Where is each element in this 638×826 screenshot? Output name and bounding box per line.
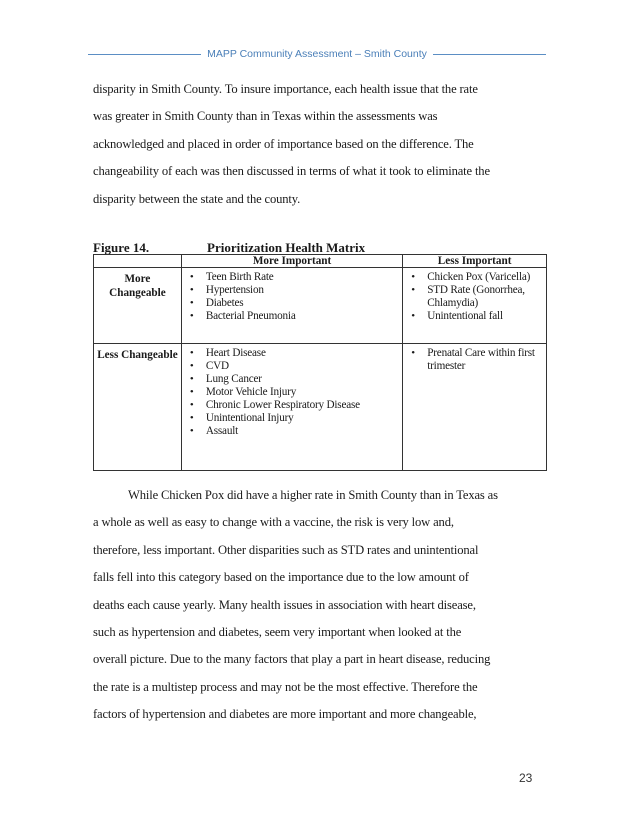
row-header-less-changeable: Less Changeable [94,344,182,471]
list-item: • Lung Cancer [186,373,398,386]
empty-corner-cell [94,255,182,268]
header-title: MAPP Community Assessment – Smith County [207,48,427,60]
paragraph-line: deaths each cause yearly. Many health issues in association with heart disease, [93,597,476,612]
list-item: • Bacterial Pneumonia [186,310,398,323]
list-item: • Motor Vehicle Injury [186,386,398,399]
paragraph-line: While Chicken Pox did have a higher rate in Smith County than in Texas as [128,488,498,502]
list-item: • Assault [186,425,398,438]
column-header-less-important: Less Important [403,255,547,268]
list-item: • Teen Birth Rate [186,271,398,284]
cell-more-changeable-less-important [403,268,547,344]
running-header [88,46,546,62]
page-number: 23 [519,771,533,785]
body-paragraph [93,487,553,734]
paragraph-line: factors of hypertension and diabetes are more important and more changeable, [93,707,477,722]
paragraph-line: disparity between the state and the county. [93,191,301,206]
table-header-row [94,255,547,268]
paragraph-line: disparity in Smith County. To insure importance, each health issue that the rate [93,82,478,96]
list-item: • Hypertension [186,284,398,297]
list-item: • Unintentional Injury [186,412,398,425]
paragraph-line: a whole as well as easy to change with a vaccine, the risk is very low and, [93,515,454,530]
table-row [94,268,547,344]
list-item: • Unintentional fall [407,310,542,323]
paragraph-line: such as hypertension and diabetes, seem very important when looked at the [93,624,462,639]
cell-less-changeable-less-important [403,344,547,471]
paragraph-line: was greater in Smith County than in Texas within the assessments was [93,109,438,124]
list-item: • Heart Disease [186,347,398,360]
figure-label: Figure 14. [93,240,150,255]
table-row [94,344,547,471]
paragraph-line: the rate is a multistep process and may not be the most effective. Therefore the [93,679,478,694]
list-item: • Diabetes [186,297,398,310]
figure-title: Prioritization Health Matrix [207,240,366,255]
list-item: • Chronic Lower Respiratory Disease [186,399,398,412]
cell-more-changeable-more-important [181,268,402,344]
paragraph-line: overall picture. Due to the many factors that play a part in heart disease, reducing [93,652,491,667]
list-item: • Prenatal Care within first trimester [407,347,542,373]
intro-paragraph [93,81,553,218]
row-header-more-changeable: More Changeable [94,268,182,344]
header-rule-right [433,54,546,55]
list-item: • CVD [186,360,398,373]
paragraph-line: falls fell into this category based on the importance due to the low amount of [93,570,469,585]
prioritization-matrix-table [93,254,547,471]
cell-less-changeable-more-important [181,344,402,471]
paragraph-line: acknowledged and placed in order of importance based on the difference. The [93,136,474,151]
paragraph-line: changeability of each was then discussed in terms of what it took to eliminate the [93,164,490,179]
list-item: • Chicken Pox (Varicella) [407,271,542,284]
paragraph-line: therefore, less important. Other disparities such as STD rates and unintentional [93,542,479,557]
column-header-more-important: More Important [181,255,402,268]
list-item: • STD Rate (Gonorrhea, Chlamydia) [407,284,542,310]
header-rule-left [88,54,201,55]
